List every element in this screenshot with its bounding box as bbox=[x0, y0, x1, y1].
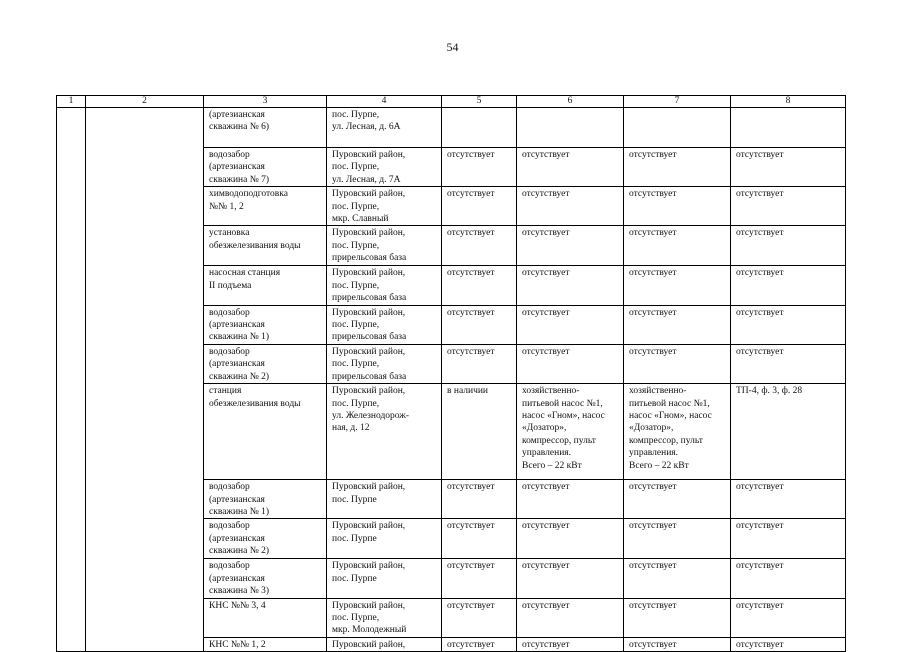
address-cell: Пуровский район, пос. Пурпе, прирельсовая база bbox=[327, 226, 442, 266]
column-7-cell: отсутствует bbox=[624, 187, 731, 226]
column-8-cell: отсутствует bbox=[731, 344, 846, 383]
header-row bbox=[57, 96, 846, 108]
facility-name-cell: водозабор (артезианская скважина № 3) bbox=[204, 559, 327, 598]
column-5-cell: отсутствует bbox=[442, 559, 517, 598]
column-5-cell: отсутствует bbox=[442, 266, 517, 305]
header-cell-6: 6 bbox=[517, 96, 624, 108]
column-7-cell: отсутствует bbox=[624, 598, 731, 637]
address-cell: Пуровский район, пос. Пурпе bbox=[327, 480, 442, 519]
column-8-cell: ТП-4, ф. 3, ф. 28 bbox=[731, 384, 846, 480]
column-5-cell: отсутствует bbox=[442, 226, 517, 266]
address-cell: пос. Пурпе, ул. Лесная, д. 6А bbox=[327, 108, 442, 148]
column-8-cell: отсутствует bbox=[731, 480, 846, 519]
header-cell-5: 5 bbox=[442, 96, 517, 108]
column-6-cell: отсутствует bbox=[517, 480, 624, 519]
column-7-cell: отсутствует bbox=[624, 305, 731, 344]
column-6-cell: отсутствует bbox=[517, 598, 624, 637]
address-cell: Пуровский район, пос. Пурпе bbox=[327, 559, 442, 598]
column-8-cell: отсутствует bbox=[731, 305, 846, 344]
column-7-cell: отсутствует bbox=[624, 344, 731, 383]
facility-name-cell: водозабор (артезианская скважина № 1) bbox=[204, 480, 327, 519]
column-6-cell: отсутствует bbox=[517, 187, 624, 226]
column-6-cell: отсутствует bbox=[517, 266, 624, 305]
column-5-cell: отсутствует bbox=[442, 480, 517, 519]
column-1-cell bbox=[57, 108, 86, 652]
header-cell-4: 4 bbox=[327, 96, 442, 108]
column-5-cell: отсутствует bbox=[442, 637, 517, 651]
column-7-cell: хозяйственно- питьевой насос №1, насос «Гном», насос «Дозатор», компрессор, пульт управления. Всего – 22 кВт bbox=[624, 384, 731, 480]
column-7-cell: отсутствует bbox=[624, 637, 731, 651]
column-7-cell bbox=[624, 108, 731, 148]
address-cell: Пуровский район, пос. Пурпе, мкр. Славный bbox=[327, 187, 442, 226]
column-8-cell: отсутствует bbox=[731, 187, 846, 226]
facility-name-cell: водозабор (артезианская скважина № 7) bbox=[204, 148, 327, 187]
facility-name-cell: водозабор (артезианская скважина № 1) bbox=[204, 305, 327, 344]
column-5-cell: отсутствует bbox=[442, 148, 517, 187]
column-2-cell bbox=[86, 108, 204, 652]
header-cell-1: 1 bbox=[57, 96, 86, 108]
column-6-cell: отсутствует bbox=[517, 559, 624, 598]
page-number: 54 bbox=[446, 40, 459, 54]
column-5-cell: в наличии bbox=[442, 384, 517, 480]
address-cell: Пуровский район, пос. Пурпе, мкр. Молодежный bbox=[327, 598, 442, 637]
facility-name-cell: станция обезжелезивания воды bbox=[204, 384, 327, 480]
facility-name-cell: насосная станция II подъема bbox=[204, 266, 327, 305]
column-7-cell: отсутствует bbox=[624, 148, 731, 187]
facility-name-cell: химводоподготовка №№ 1, 2 bbox=[204, 187, 327, 226]
column-8-cell: отсутствует bbox=[731, 519, 846, 559]
facility-name-cell: КНС №№ 1, 2 bbox=[204, 637, 327, 651]
header-cell-3: 3 bbox=[204, 96, 327, 108]
address-cell: Пуровский район, пос. Пурпе, ул. Железнодорож- ная, д. 12 bbox=[327, 384, 442, 480]
column-5-cell: отсутствует bbox=[442, 598, 517, 637]
column-6-cell: отсутствует bbox=[517, 148, 624, 187]
facility-name-cell: водозабор (артезианская скважина № 2) bbox=[204, 519, 327, 559]
column-7-cell: отсутствует bbox=[624, 266, 731, 305]
header-cell-8: 8 bbox=[731, 96, 846, 108]
column-5-cell: отсутствует bbox=[442, 344, 517, 383]
column-6-cell: отсутствует bbox=[517, 305, 624, 344]
address-cell: Пуровский район, пос. Пурпе, прирельсовая база bbox=[327, 305, 442, 344]
column-8-cell: отсутствует bbox=[731, 226, 846, 266]
address-cell: Пуровский район, пос. Пурпе bbox=[327, 519, 442, 559]
column-7-cell: отсутствует bbox=[624, 519, 731, 559]
column-8-cell: отсутствует bbox=[731, 266, 846, 305]
column-8-cell: отсутствует bbox=[731, 148, 846, 187]
address-cell: Пуровский район, bbox=[327, 637, 442, 651]
facility-name-cell: водозабор (артезианская скважина № 2) bbox=[204, 344, 327, 383]
facilities-table bbox=[56, 95, 846, 652]
address-cell: Пуровский район, пос. Пурпе, ул. Лесная, д. 7А bbox=[327, 148, 442, 187]
facility-name-cell: установка обезжелезивания воды bbox=[204, 226, 327, 266]
column-6-cell: отсутствует bbox=[517, 226, 624, 266]
column-7-cell: отсутствует bbox=[624, 559, 731, 598]
column-8-cell bbox=[731, 108, 846, 148]
column-6-cell bbox=[517, 108, 624, 148]
column-7-cell: отсутствует bbox=[624, 226, 731, 266]
column-6-cell: отсутствует bbox=[517, 344, 624, 383]
column-5-cell bbox=[442, 108, 517, 148]
header-cell-7: 7 bbox=[624, 96, 731, 108]
address-cell: Пуровский район, пос. Пурпе, прирельсовая база bbox=[327, 266, 442, 305]
column-8-cell: отсутствует bbox=[731, 598, 846, 637]
column-7-cell: отсутствует bbox=[624, 480, 731, 519]
facility-name-cell: (артезианская скважина № 6) bbox=[204, 108, 327, 148]
column-8-cell: отсутствует bbox=[731, 637, 846, 651]
column-6-cell: отсутствует bbox=[517, 519, 624, 559]
column-5-cell: отсутствует bbox=[442, 305, 517, 344]
column-6-cell: отсутствует bbox=[517, 637, 624, 651]
table-row bbox=[57, 108, 846, 148]
column-5-cell: отсутствует bbox=[442, 187, 517, 226]
column-6-cell: хозяйственно- питьевой насос №1, насос «Гном», насос «Дозатор», компрессор, пульт управления. Всего – 22 кВт bbox=[517, 384, 624, 480]
column-5-cell: отсутствует bbox=[442, 519, 517, 559]
column-8-cell: отсутствует bbox=[731, 559, 846, 598]
header-cell-2: 2 bbox=[86, 96, 204, 108]
facility-name-cell: КНС №№ 3, 4 bbox=[204, 598, 327, 637]
address-cell: Пуровский район, пос. Пурпе, прирельсовая база bbox=[327, 344, 442, 383]
